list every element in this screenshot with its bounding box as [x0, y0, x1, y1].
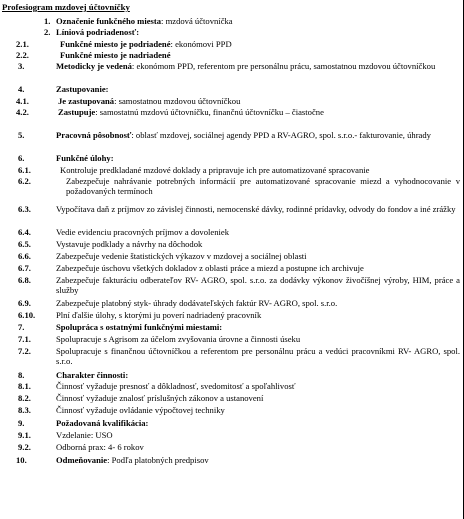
section-text [56, 16, 460, 26]
section-label: Zastupovanie [56, 84, 106, 94]
task-text: Zabezpečuje vedenie štatistických výkazov v mzdovej a sociálnej oblasti [56, 251, 307, 261]
section-label: Je zastupovaná [58, 96, 115, 106]
task-text: Vystavuje podklady a návrhy na dôchodok [56, 239, 203, 249]
section-label: Označenie funkčného miesta [56, 16, 162, 26]
section-text [56, 418, 460, 428]
section-number: 2. [44, 27, 51, 37]
section-label: Požadovaná kvalifikácia [56, 418, 146, 428]
task-text: Zabezpečuje nahrávanie potrebných informácií pre automatizované spracovanie miezd a vyhodnocovanie v požadovaných termínoch [66, 176, 460, 196]
section-label: Zastupuje [58, 107, 96, 117]
section-label: Funkčné miesto je podriadené [60, 39, 171, 49]
task-text: Zabezpečuje platobný styk- úhrady dodávateľských faktúr RV- AGRO, spol. s.r.o. [56, 298, 338, 308]
section-value: : [219, 322, 223, 332]
section-value: : [136, 27, 140, 37]
section-number: 4.2. [16, 107, 29, 117]
section-text [58, 96, 460, 106]
section-number: 6.6. [18, 251, 31, 261]
section-number: 7. [18, 322, 25, 332]
section-number: 6.5. [18, 239, 31, 249]
section-label: Funkčné úlohy [56, 153, 111, 163]
section-label: Líniová podriadenosť [56, 27, 137, 37]
section-number: 8. [18, 370, 25, 380]
section-number: 4. [18, 84, 25, 94]
section-number: 9. [18, 418, 25, 428]
task-text: Vypočítava daň z príjmov zo závislej činnosti, nemocenské dávky, rodinné prídavky, odvody do fondov a iné zrážky [56, 204, 456, 214]
task-text: Plní ďalšie úlohy, s ktorými ju poverí nadriadený pracovník [56, 310, 262, 320]
section-number: 6.4. [18, 227, 31, 237]
section-text [56, 130, 460, 140]
section-text [56, 455, 460, 465]
section-number: 6.10. [18, 310, 36, 320]
section-value: : [105, 84, 109, 94]
section-number: 2.1. [16, 39, 29, 49]
task-text: Odborná prax: 4- 6 rokov [56, 442, 144, 452]
section-value: : mzdová účtovníčka [161, 16, 233, 26]
section-number: 8.1. [18, 381, 31, 391]
section-value: : Podľa platobných predpisov [107, 455, 209, 465]
section-number: 6.2. [18, 176, 31, 186]
section-label: Funkčné miesto je nadriadené [60, 50, 171, 60]
section-number: 8.3. [18, 405, 31, 415]
task-text: Vzdelanie: USO [56, 430, 113, 440]
section-text [56, 322, 460, 332]
section-number: 6.3. [18, 204, 31, 214]
task-text: Zabezpečuje úschovu všetkých dokladov z oblasti práce a miezd a postupne ich archivuje [56, 263, 364, 273]
section-label: Pracovná pôsobnosť [56, 130, 132, 140]
section-value: : [125, 370, 129, 380]
section-text [58, 107, 460, 117]
task-text: Kontroluje predkladané mzdové doklady a pripravuje ich pre automatizované spracovanie [60, 165, 370, 175]
section-number: 3. [18, 61, 25, 71]
section-text [56, 61, 460, 71]
task-text: Vedie evidenciu pracovných príjmov a dovoleniek [56, 227, 230, 237]
section-number: 6.9. [18, 298, 31, 308]
section-number: 6. [18, 153, 25, 163]
task-text: Činnosť vyžaduje presnosť a dôkladnosť, svedomitosť a spoľahlivosť [56, 381, 296, 391]
task-text: Zabezpečuje fakturáciu odberateľov RV- AGRO, spol. s.r.o. za dodávky výkonov živočíšnej výroby, HIM, práce a služby [56, 275, 460, 295]
section-number: 1. [44, 16, 51, 26]
section-value: : ekonómovi PPD [170, 39, 232, 49]
section-number: 6.7. [18, 263, 31, 273]
section-value: : samostatnou mzdovou účtovníčkou [114, 96, 241, 106]
section-number: 6.1. [18, 165, 31, 175]
section-number: 9.1. [18, 430, 31, 440]
section-text [60, 50, 460, 60]
section-value: : ekonómom PPD, referentom pre personálnu prácu, samostatnou mzdovou účtovníčkou [131, 61, 436, 71]
section-text [56, 84, 460, 94]
section-label: Charakter činnosti [56, 370, 126, 380]
section-text [56, 370, 460, 380]
section-value: : oblasť mzdovej, sociálnej agendy PPD a RV-AGRO, spol. s.r.o.- fakturovanie, úhrady [131, 130, 431, 140]
section-text [56, 153, 460, 163]
section-number: 7.1. [18, 334, 31, 344]
section-value: : [110, 153, 114, 163]
task-text: Spolupracuje s finančnou účtovníčkou a referentom pre personálnu prácu a vedúci pracovníkmi RV- AGRO, spol. s.r.o. [56, 346, 460, 366]
section-text [60, 39, 460, 49]
section-number: 10. [16, 455, 27, 465]
section-label: Metodicky je vedená [56, 61, 132, 71]
section-label: Spolupráca s ostatnými funkčnými miestami [56, 322, 220, 332]
document-title: Profesiogram mzdovej účtovníčky [2, 2, 130, 12]
section-number: 6.8. [18, 275, 31, 285]
section-number: 4.1. [16, 96, 29, 106]
section-number: 7.2. [18, 346, 31, 356]
task-text: Činnosť vyžaduje znalosť príslušných zákonov a ustanovení [56, 393, 264, 403]
section-label: Odmeňovanie [56, 455, 108, 465]
section-value: : [145, 418, 149, 428]
task-text: Činnosť vyžaduje ovládanie výpočtovej techniky [56, 405, 225, 415]
section-text [56, 27, 460, 37]
section-number: 8.2. [18, 393, 31, 403]
section-number: 2.2. [16, 50, 29, 60]
section-value: : samostatnú mzdovú účtovníčku, finančnú účtovníčku – čiastočne [95, 107, 324, 117]
section-number: 5. [18, 130, 25, 140]
task-text: Spolupracuje s Agrisom za účelom zvyšovania úrovne a činnosti úseku [56, 334, 301, 344]
section-number: 9.2. [18, 442, 31, 452]
